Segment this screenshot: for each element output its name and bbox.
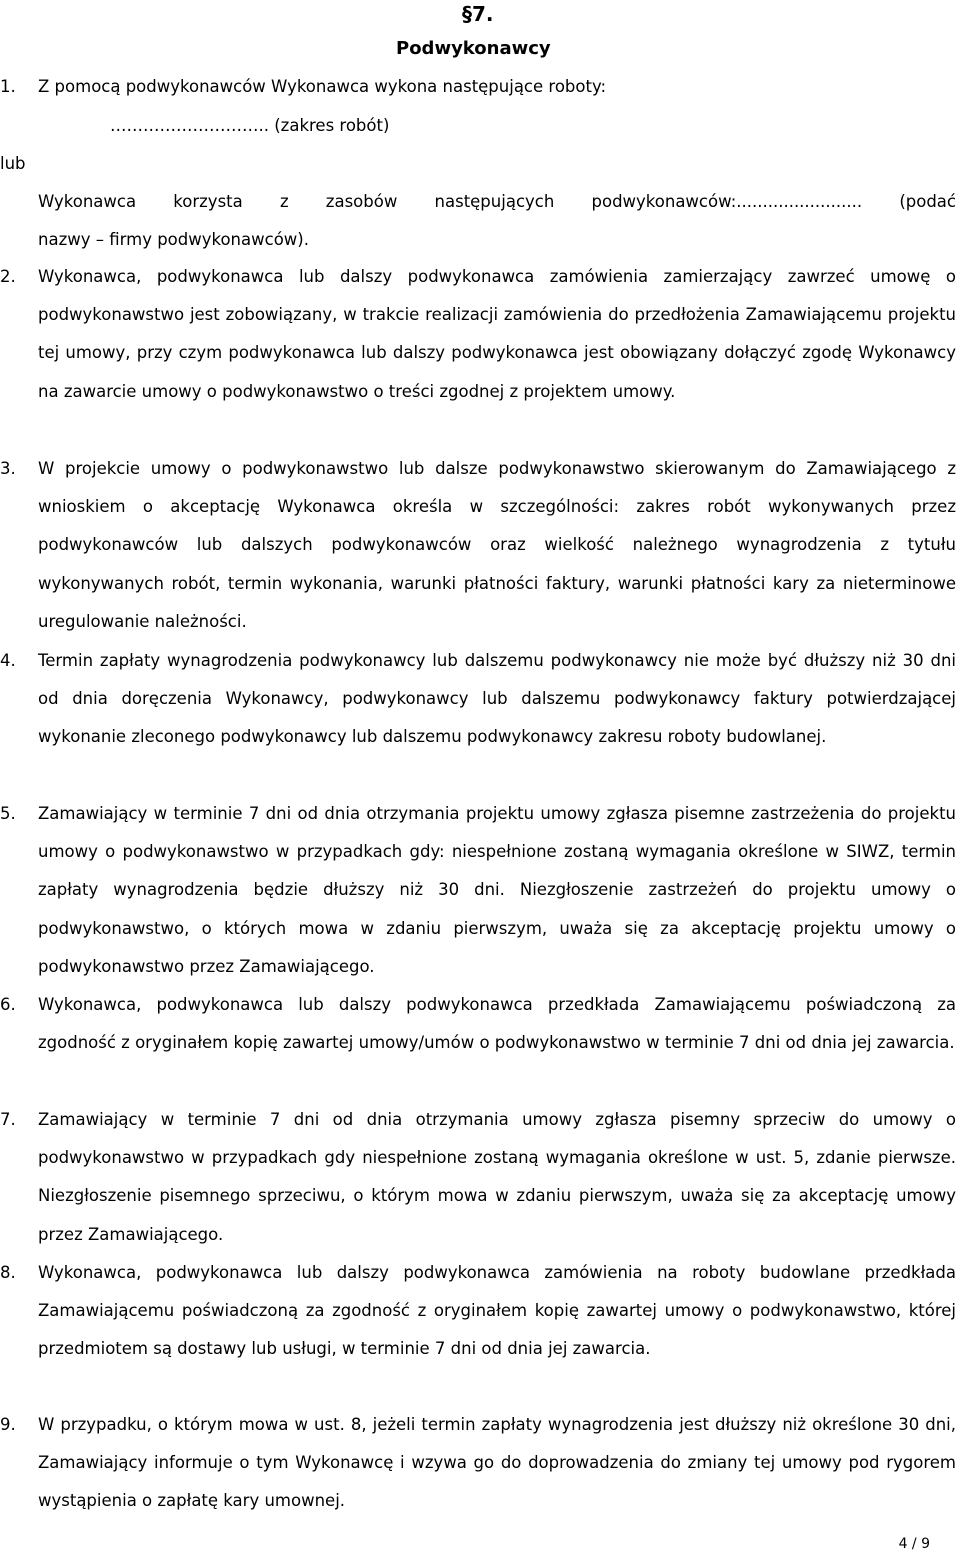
item-number-8: 8. bbox=[0, 1263, 16, 1282]
item-number-2: 2. bbox=[0, 267, 16, 286]
alt-line-2: nazwy – firmy podwykonawców). bbox=[38, 230, 309, 249]
item-number-4: 4. bbox=[0, 651, 16, 670]
connector-lub: lub bbox=[0, 154, 26, 173]
item-6-text: Wykonawca, podwykonawca lub dalszy podwykonawca przedkłada Zamawiającemu poświadczoną za zgodność z oryginałem kopię zawartej umowy/umów o podwykonawstwo w terminie 7 dni od dnia jej zawarcia. bbox=[38, 995, 956, 1053]
item-3-text: W projekcie umowy o podwykonawstwo lub dalsze podwykonawstwo skierowanym do Zamawiającego z wnioskiem o akceptację Wykonawca określa w szczególności: zakres robót wykonywanych przez podwykonawców lub dalszych podwykonawców oraz wielkość należnego wynagrodzenia z tytułu wykonywanych robót, termin wykonania, warunki płatności faktury, warunki płatności kary za nieterminowe uregulowanie należności. bbox=[38, 459, 956, 631]
item-number-6: 6. bbox=[0, 995, 16, 1014]
item-number-3: 3. bbox=[0, 459, 16, 478]
item-number-7: 7. bbox=[0, 1110, 16, 1129]
item-5-text: Zamawiający w terminie 7 dni od dnia otrzymania projektu umowy zgłasza pisemne zastrzeżenia do projektu umowy o podwykonawstwo w przypadkach gdy: niespełnione zostaną wymagania określone w SIWZ, termin zapłaty wynagrodzenia będzie dłuższy niż 30 dni. Niezgłoszenie zastrzeżeń do projektu umowy o podwykonawstwo, o których mowa w zdaniu pierwszym, uważa się za akceptację projektu umowy o podwykonawstwo przez Zamawiającego. bbox=[38, 804, 956, 976]
alt-line-1: Wykonawca korzysta z zasobów następujących podwykonawców:........................ (podać bbox=[38, 192, 956, 211]
item-1-line-1: Z pomocą podwykonawców Wykonawca wykona następujące roboty: bbox=[38, 77, 607, 96]
item-number-5: 5. bbox=[0, 804, 16, 823]
section-number: §7. bbox=[462, 2, 494, 26]
page-number: 4 / 9 bbox=[898, 1536, 930, 1552]
item-8-text: Wykonawca, podwykonawca lub dalszy podwykonawca zamówienia na roboty budowlane przedkłada Zamawiającemu poświadczoną za zgodność z oryginałem kopię zawartej umowy o podwykonawstwo, której przedmiotem są dostawy lub usługi, w terminie 7 dni od dnia jej zawarcia. bbox=[38, 1263, 956, 1359]
item-number-1: 1. bbox=[0, 77, 16, 96]
item-4-text: Termin zapłaty wynagrodzenia podwykonawcy lub dalszemu podwykonawcy nie może być dłuższy niż 30 dni od dnia doręczenia Wykonawcy, podwykonawcy lub dalszemu podwykonawcy faktury potwierdzającej wykonanie zleconego podwykonawcy lub dalszemu podwykonawcy zakresu roboty budowlanej. bbox=[38, 651, 956, 747]
item-1-line-2: ……………………….. (zakres robót) bbox=[110, 116, 390, 135]
item-7-text: Zamawiający w terminie 7 dni od dnia otrzymania umowy zgłasza pisemny sprzeciw do umowy o podwykonawstwo w przypadkach gdy niespełnione zostaną wymagania określone w ust. 5, zdanie pierwsze. Niezgłoszenie pisemnego sprzeciwu, o którym mowa w zdaniu pierwszym, uważa się za akceptację umowy przez Zamawiającego. bbox=[38, 1110, 956, 1244]
item-2-text: Wykonawca, podwykonawca lub dalszy podwykonawca zamówienia zamierzający zawrzeć umowę o podwykonawstwo jest zobowiązany, w trakcie realizacji zamówienia do przedłożenia Zamawiającemu projektu tej umowy, przy czym podwykonawca lub dalszy podwykonawca jest obowiązany dołączyć zgodę Wykonawcy na zawarcie umowy o podwykonawstwo o treści zgodnej z projektem umowy. bbox=[38, 267, 956, 401]
item-9-text: W przypadku, o którym mowa w ust. 8, jeżeli termin zapłaty wynagrodzenia jest dłuższy niż określone 30 dni, Zamawiający informuje o tym Wykonawcę i wzywa go do doprowadzenia do zmiany tej umowy pod rygorem wystąpienia o zapłatę kary umownej. bbox=[38, 1415, 956, 1511]
section-title: Podwykonawcy bbox=[396, 38, 551, 59]
item-number-9: 9. bbox=[0, 1415, 16, 1434]
